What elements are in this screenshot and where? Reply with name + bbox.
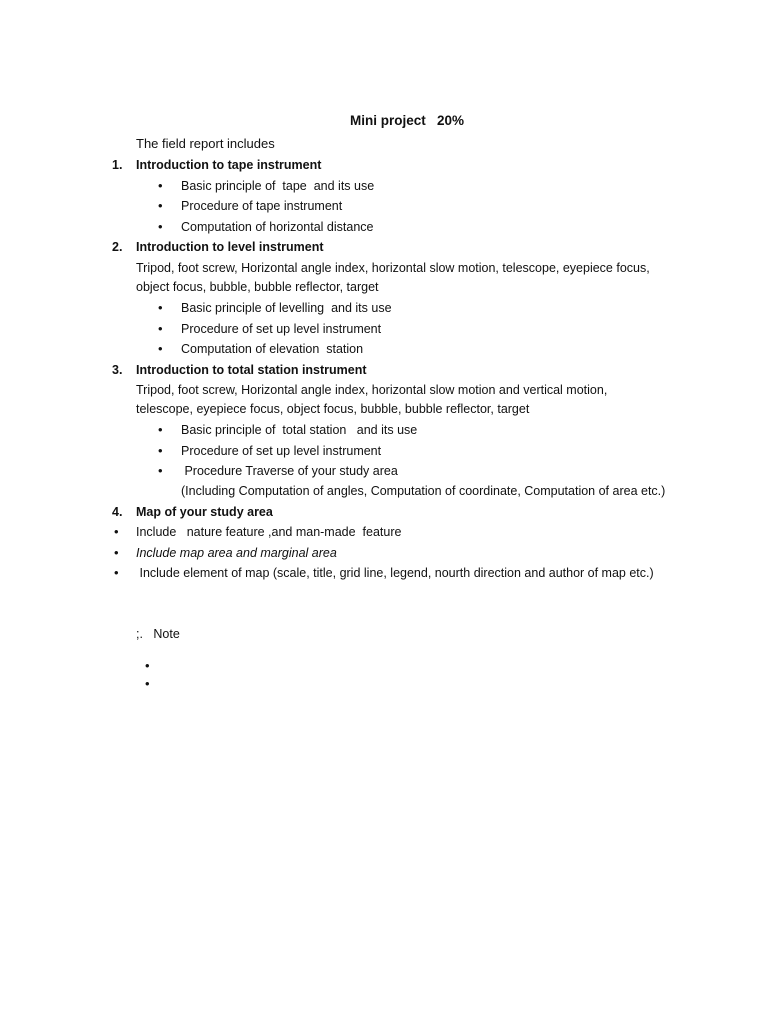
section-3-description-line-1: Tripod, foot screw, Horizontal angle index, horizontal slow motion and vertical motion,	[136, 383, 608, 397]
section-3-bullet-2: Procedure of set up level instrument	[181, 444, 382, 458]
bullet-icon: •	[158, 178, 163, 193]
bullet-icon: •	[158, 300, 163, 315]
bullet-icon: •	[145, 676, 150, 691]
bullet-icon: •	[145, 658, 150, 673]
bullet-icon: •	[158, 219, 163, 234]
bullet-icon: •	[158, 198, 163, 213]
note-label: ;. Note	[136, 627, 180, 641]
bullet-icon: •	[114, 524, 119, 539]
section-3-number: 3.	[112, 363, 123, 377]
section-3-note: (Including Computation of angles, Computation of coordinate, Computation of area etc.)	[181, 484, 666, 498]
section-4-item-2: Include map area and marginal area	[136, 546, 337, 560]
section-2-description-line-2: object focus, bubble, bubble reflector, target	[136, 280, 379, 294]
bullet-icon: •	[158, 341, 163, 356]
section-3-heading: Introduction to total station instrument	[136, 363, 367, 377]
section-1-heading: Introduction to tape instrument	[136, 158, 322, 172]
section-2-bullet-1: Basic principle of levelling and its use	[181, 301, 392, 315]
section-4-heading: Map of your study area	[136, 505, 273, 519]
section-1-bullet-1: Basic principle of tape and its use	[181, 179, 375, 193]
section-2-bullet-2: Procedure of set up level instrument	[181, 322, 382, 336]
section-2-number: 2.	[112, 240, 123, 254]
intro-text: The field report includes	[136, 136, 275, 151]
bullet-icon: •	[158, 422, 163, 437]
section-2-heading: Introduction to level instrument	[136, 240, 324, 254]
section-3-bullet-3: Procedure Traverse of your study area	[181, 464, 398, 478]
section-3-description-line-2: telescope, eyepiece focus, object focus, bubble, bubble reflector, target	[136, 402, 530, 416]
bullet-icon: •	[158, 321, 163, 336]
section-4-item-3: Include element of map (scale, title, grid line, legend, nourth direction and author of map etc.)	[136, 566, 654, 580]
bullet-icon: •	[158, 463, 163, 478]
section-1-bullet-3: Computation of horizontal distance	[181, 220, 374, 234]
section-3-bullet-1: Basic principle of total station and its use	[181, 423, 418, 437]
section-1-bullet-2: Procedure of tape instrument	[181, 199, 343, 213]
page-title: Mini project 20%	[350, 113, 465, 128]
section-4-item-1: Include nature feature ,and man-made feature	[136, 525, 402, 539]
section-1-number: 1.	[112, 158, 123, 172]
bullet-icon: •	[114, 545, 119, 560]
bullet-icon: •	[114, 565, 119, 580]
section-4-number: 4.	[112, 505, 123, 519]
section-2-bullet-3: Computation of elevation station	[181, 342, 364, 356]
section-2-description-line-1: Tripod, foot screw, Horizontal angle index, horizontal slow motion, telescope, eyepiece focus,	[136, 261, 650, 275]
bullet-icon: •	[158, 443, 163, 458]
